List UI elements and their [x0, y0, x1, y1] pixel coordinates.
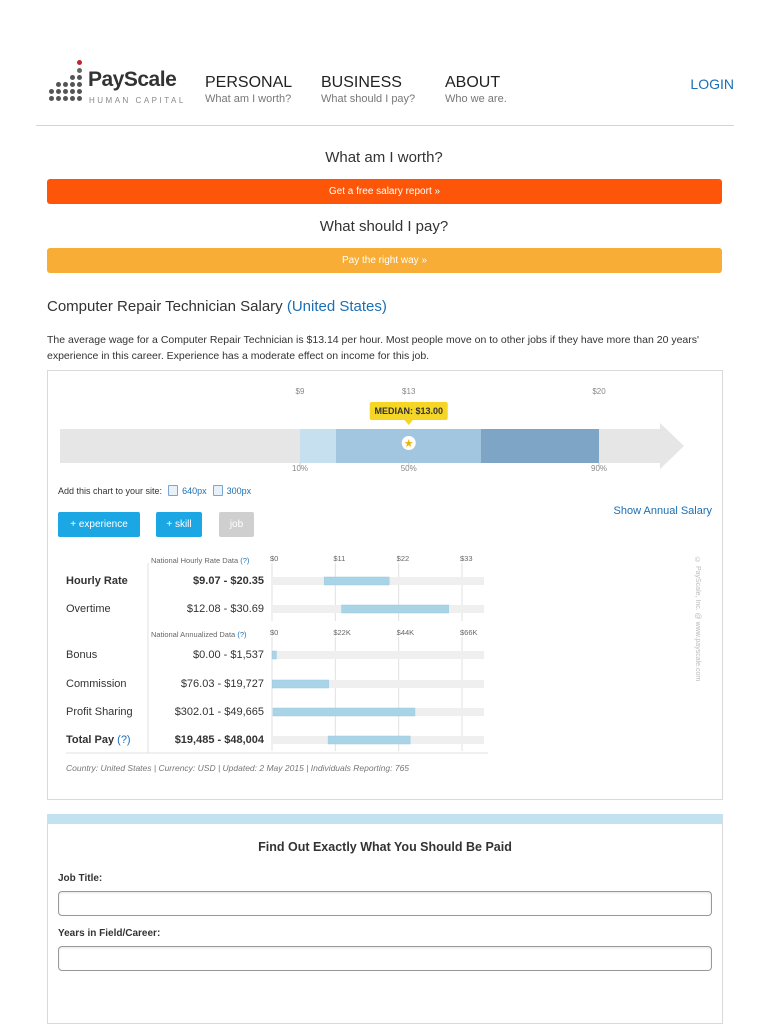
hourly-section-title: National Hourly Rate Data	[151, 556, 239, 565]
row-range-hourly-rate: $9.07 - $20.35	[193, 575, 264, 587]
login-link[interactable]: LOGIN	[690, 76, 734, 92]
percentile-label: 50%	[400, 464, 417, 473]
salary-chart-panel	[47, 370, 723, 800]
axis-tick-label: $44K	[396, 628, 415, 637]
intro-paragraph: The average wage for a Computer Repair Technician is $13.14 per hour. Most people move on to other jobs if they have more than 20 years' experience in this career. Experience has a moderate effect on income for this job.	[47, 334, 700, 362]
row-range-bonus: $0.00 - $1,537	[193, 649, 264, 661]
range-bar	[342, 605, 449, 613]
job-title-label: Job Title:	[58, 873, 103, 884]
axis-tick-label: $0	[270, 554, 279, 563]
total-pay-help-link[interactable]: (?)	[117, 734, 131, 746]
free-salary-report-button[interactable]: Get a free salary report »	[47, 179, 722, 204]
job-title: Computer Repair Technician Salary	[47, 298, 283, 315]
hourly-distribution-chart	[48, 371, 724, 481]
median-star-icon: ★	[403, 437, 414, 450]
logo-dots-icon	[48, 58, 84, 106]
add-skill-button[interactable]: + skill	[156, 512, 202, 537]
hourly-section-head	[151, 556, 249, 565]
median-badge: MEDIAN: $13.00	[369, 402, 448, 420]
axis-tick-label: $22K	[333, 628, 351, 637]
pay-ranges-table	[48, 551, 724, 801]
nav-business-sub: What should I pay?	[321, 93, 416, 105]
band-75-90	[481, 429, 599, 463]
embed-640-link[interactable]: 640px	[182, 486, 207, 496]
logo-name: PayScale	[88, 68, 177, 91]
embed-300-link[interactable]: 300px	[226, 486, 252, 496]
show-annual-salary-link[interactable]: Show Annual Salary	[613, 505, 712, 517]
row-label-bonus: Bonus	[66, 649, 98, 661]
logo-tagline: HUMAN CAPITAL	[89, 96, 186, 105]
job-button[interactable]: job	[219, 512, 254, 537]
percentile-label: 10%	[291, 464, 309, 473]
pay-right-way-button[interactable]	[47, 248, 722, 273]
embed-label: Add this chart to your site:	[58, 486, 163, 496]
hourly-help-link[interactable]: (?)	[240, 556, 250, 565]
page-title	[47, 298, 387, 315]
axis-tick-label: $66K	[460, 628, 478, 637]
nav-personal-label: PERSONAL	[205, 74, 293, 91]
band-10-25	[300, 429, 336, 463]
years-label: Years in Field/Career:	[58, 928, 161, 939]
pay-question: What should I pay?	[319, 218, 449, 235]
nav-personal-sub: What am I worth?	[205, 93, 292, 105]
percentile-label: 90%	[590, 464, 608, 473]
scale-label: $20	[592, 387, 606, 396]
nav-about[interactable]	[445, 74, 507, 105]
form-title: Find Out Exactly What You Should Be Paid	[258, 840, 512, 854]
row-label-total-pay	[66, 734, 131, 746]
axis-tick-label: $11	[333, 554, 346, 563]
row-range-total-pay: $19,485 - $48,004	[174, 734, 264, 746]
nav-personal[interactable]	[205, 74, 292, 105]
salary-form	[47, 814, 723, 1024]
range-bar	[273, 708, 415, 716]
nav-about-label: ABOUT	[445, 74, 501, 91]
range-bar	[272, 680, 329, 688]
axis-tick-label: $33	[460, 554, 473, 563]
range-track	[272, 651, 484, 659]
payscale-logo[interactable]	[48, 58, 188, 108]
range-bar	[324, 577, 389, 585]
location-link[interactable]: (United States)	[286, 298, 387, 315]
nav-business[interactable]	[321, 74, 415, 105]
embed-row	[58, 485, 251, 496]
embed-640-icon	[168, 485, 178, 496]
nav-business-label: BUSINESS	[321, 74, 402, 91]
row-range-commission: $76.03 - $19,727	[180, 678, 264, 690]
pay-right-way-label: Pay the right way »	[341, 255, 428, 266]
embed-300-icon	[213, 485, 223, 496]
row-label-profit-sharing: Profit Sharing	[66, 706, 133, 718]
scale-label: $9	[295, 387, 305, 396]
job-title-input[interactable]	[58, 891, 712, 916]
annual-help-link[interactable]: (?)	[237, 630, 247, 639]
worth-question: What am I worth?	[325, 149, 443, 166]
range-bar	[328, 736, 410, 744]
axis-tick-label: $22	[396, 554, 410, 563]
row-range-profit-sharing: $302.01 - $49,665	[174, 706, 264, 718]
annual-section-title: National Annualized Data	[151, 630, 236, 639]
range-bar	[272, 651, 276, 659]
row-label-hourly-rate: Hourly Rate	[66, 575, 128, 587]
row-label-commission: Commission	[66, 678, 127, 690]
row-label-overtime: Overtime	[66, 603, 111, 615]
copyright-vertical: © PayScale, Inc. @ www.payscale.com	[694, 557, 701, 682]
distribution-svg	[48, 371, 724, 481]
years-input[interactable]	[58, 946, 712, 971]
annual-section-head	[151, 630, 247, 639]
scale-label: $13	[402, 387, 416, 396]
add-experience-button[interactable]: + experience	[58, 512, 140, 537]
site-header	[36, 52, 734, 126]
data-footer-note: Country: United States | Currency: USD | Updated: 2 May 2015 | Individuals Reporting: 765	[66, 763, 410, 773]
row-range-overtime: $12.08 - $30.69	[186, 603, 264, 615]
total-pay-label: Total Pay	[66, 734, 115, 746]
nav-about-sub: Who we are.	[445, 93, 507, 105]
axis-tick-label: $0	[270, 628, 279, 637]
